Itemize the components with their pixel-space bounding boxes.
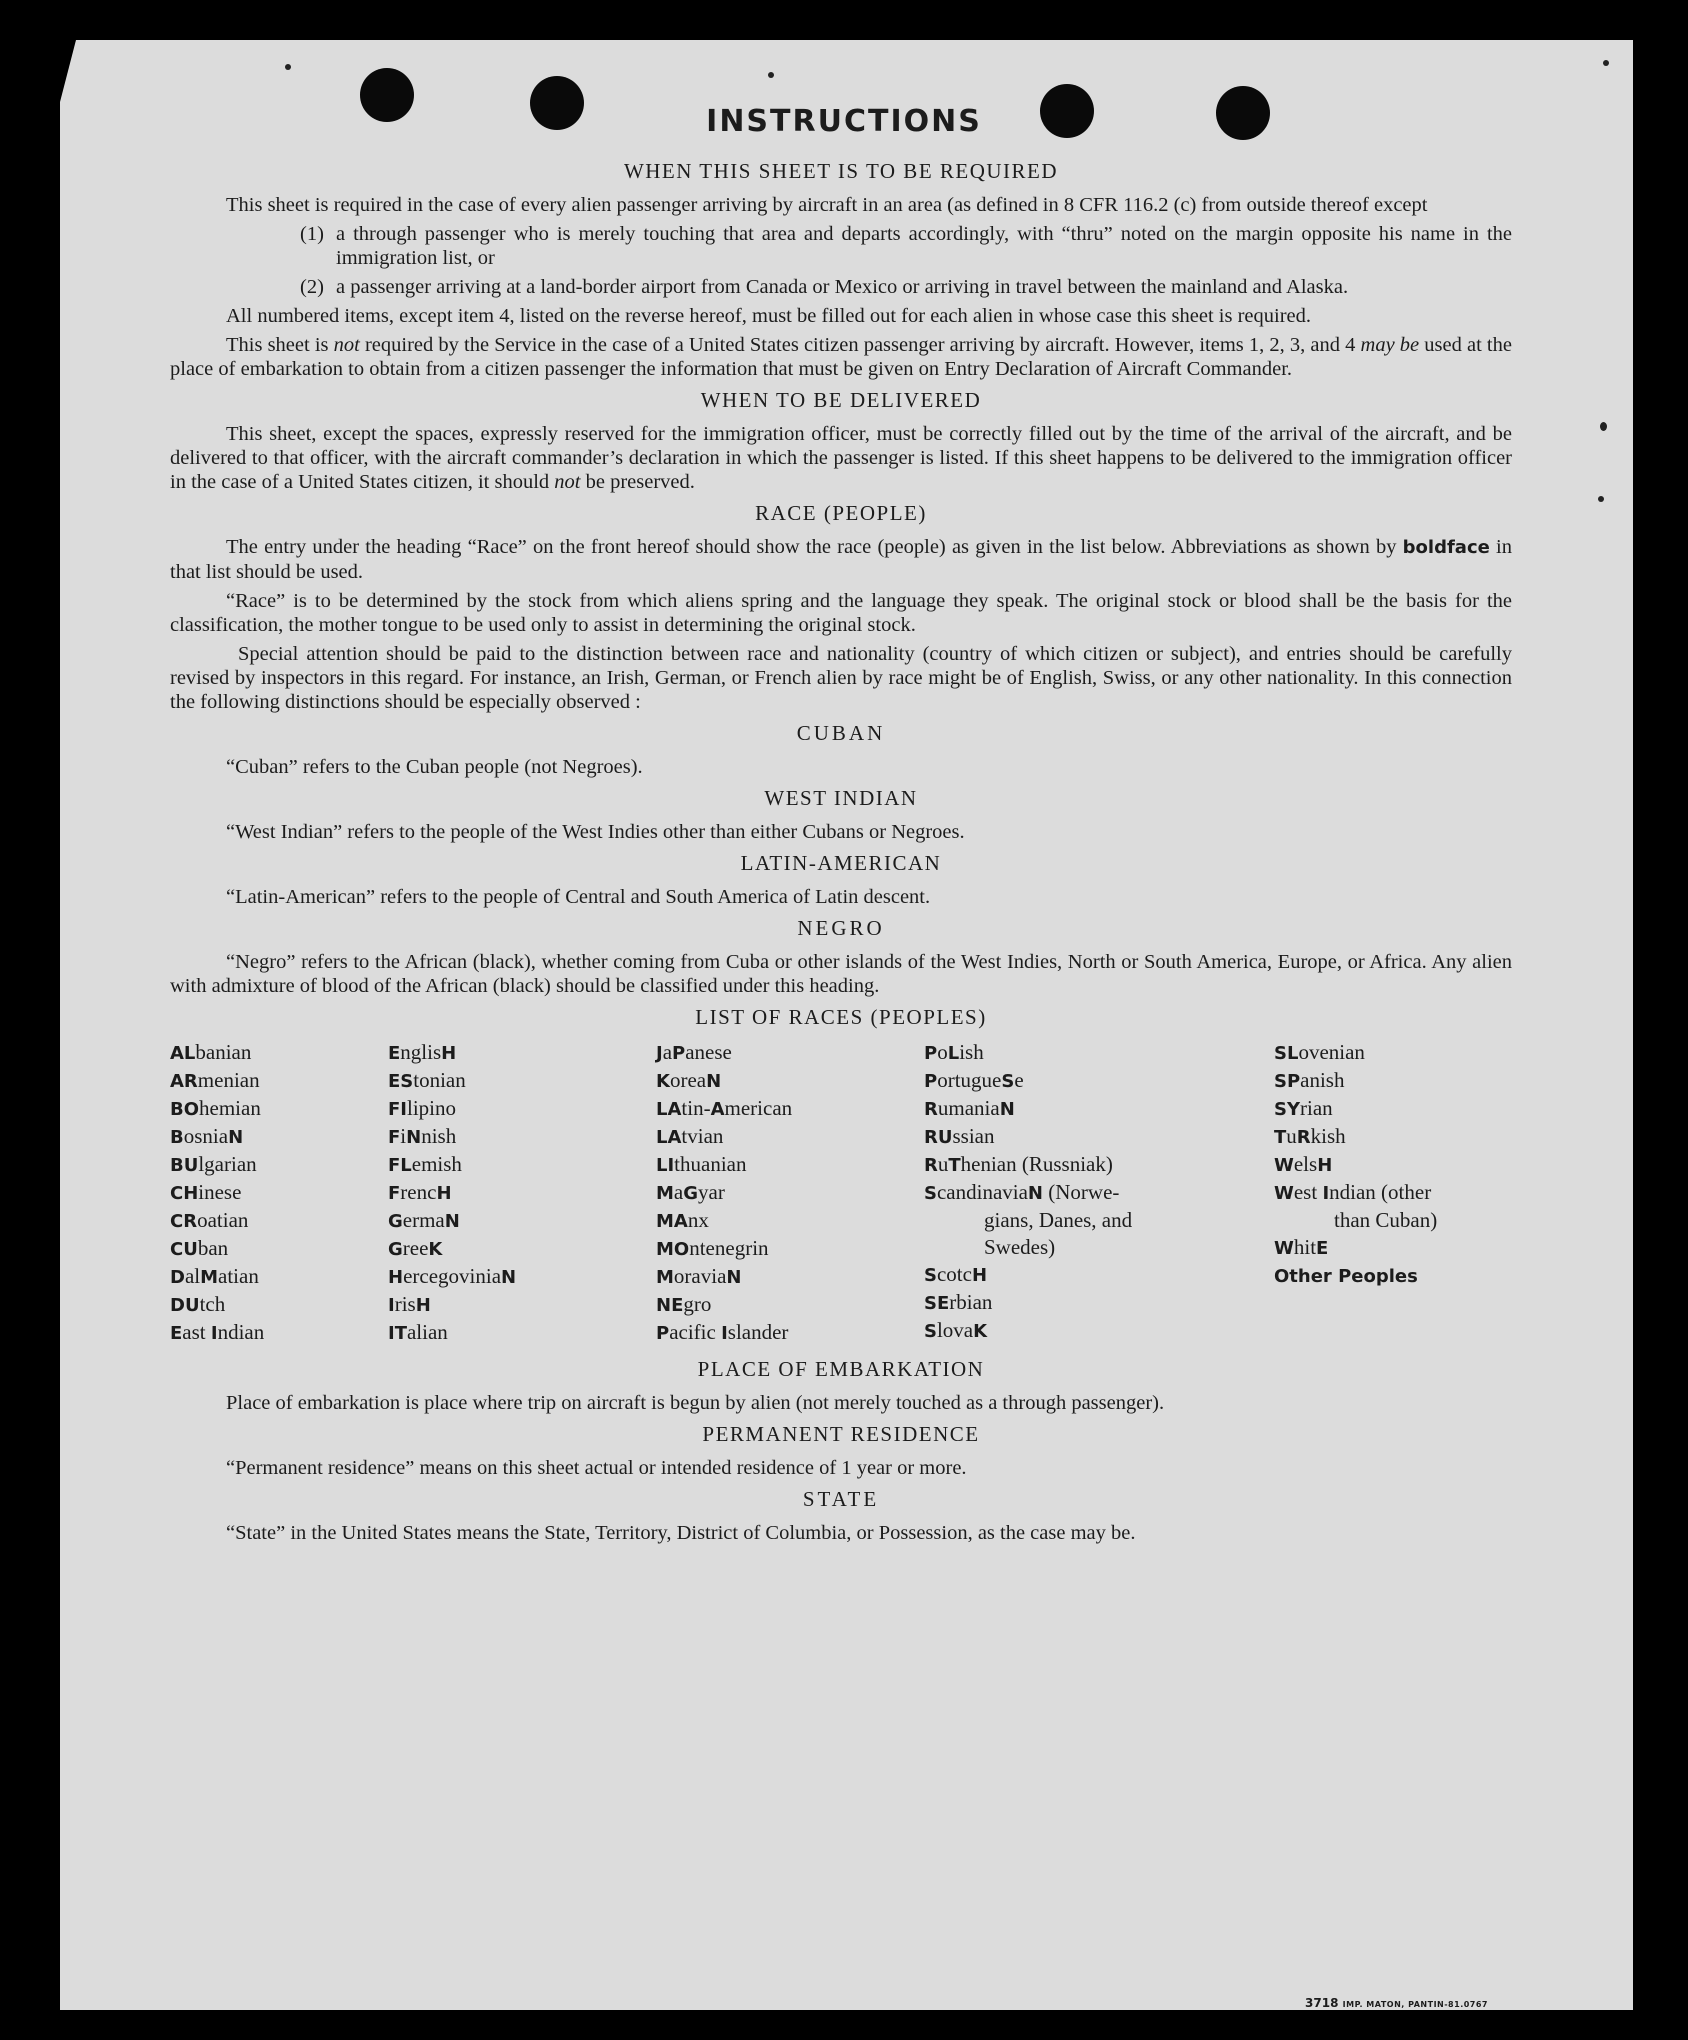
clause-text: a passenger arriving at a land-border airport from Canada or Mexico or arriving in travel between the mainland and Alaska.	[336, 276, 1349, 298]
race-entry	[924, 1067, 1274, 1095]
race-text: ast	[182, 1320, 211, 1344]
race-text: osnia	[183, 1124, 229, 1148]
heading-permanent-residence: PERMANENT RESIDENCE	[702, 1422, 980, 1446]
race-text: lgarian	[198, 1152, 257, 1176]
race-text: ndian	[217, 1320, 265, 1344]
race-text: Swedes)	[984, 1235, 1056, 1259]
race-entry	[924, 1317, 1274, 1345]
race-abbreviation: LI	[656, 1155, 675, 1176]
text-run: be preserved.	[580, 471, 695, 493]
emphasis: may be	[1360, 334, 1420, 356]
race-abbreviation: SP	[1274, 1071, 1301, 1092]
race-abbreviation: S	[924, 1265, 937, 1286]
race-entry	[924, 1039, 1274, 1067]
race-entry	[170, 1291, 388, 1319]
race-text: henian (Russniak)	[960, 1152, 1113, 1176]
race-entry	[924, 1123, 1274, 1151]
speck-mark	[1600, 422, 1607, 431]
race-abbreviation: MA	[656, 1211, 688, 1232]
race-abbreviation: FI	[388, 1099, 407, 1120]
race-text: rbian	[949, 1290, 993, 1314]
race-text: al	[184, 1264, 201, 1288]
race-abbreviation: SE	[924, 1293, 950, 1314]
race-text: tonian	[413, 1068, 466, 1092]
race-entry	[388, 1207, 656, 1235]
race-abbreviation: G	[388, 1211, 403, 1232]
race-text: yar	[698, 1180, 725, 1204]
race-entry	[924, 1289, 1274, 1317]
race-abbreviation: I	[388, 1295, 395, 1316]
race-abbreviation: B	[170, 1127, 184, 1148]
race-text: ntenegrin	[689, 1236, 769, 1260]
races-column	[924, 1039, 1274, 1347]
race-text: rian	[1300, 1096, 1333, 1120]
heading-latin-american: LATIN-AMERICAN	[740, 851, 942, 875]
text-run: required by the Service in the case of a United States citizen passenger arriving by aircraft. However, items 1, 2, 3, and 4	[359, 334, 1361, 356]
race-text: u	[937, 1152, 949, 1176]
race-abbreviation: I	[210, 1323, 218, 1344]
race-entry	[1274, 1039, 1512, 1067]
race-abbreviation: R	[924, 1155, 938, 1176]
speck-mark	[285, 64, 291, 70]
clause-1	[170, 222, 1512, 270]
race-abbreviation: SY	[1274, 1099, 1300, 1120]
race-entry	[656, 1123, 924, 1151]
race-abbreviation: S	[1001, 1071, 1015, 1092]
paragraph: “West Indian” refers to the people of the West Indies other than either Cubans or Negroes.	[226, 821, 965, 843]
race-text: nglis	[400, 1040, 442, 1064]
heading-cuban: CUBAN	[796, 721, 886, 745]
race-entry	[656, 1235, 924, 1263]
race-text: ndian (other	[1329, 1180, 1432, 1204]
race-abbreviation: T	[948, 1155, 961, 1176]
race-abbreviation: N	[726, 1267, 742, 1288]
race-abbreviation: IT	[388, 1323, 407, 1344]
race-entry	[388, 1263, 656, 1291]
race-text: slander	[727, 1320, 789, 1344]
race-abbreviation: AR	[170, 1071, 198, 1092]
race-entry	[1274, 1123, 1512, 1151]
race-entry	[1274, 1207, 1512, 1234]
race-text: ris	[394, 1292, 416, 1316]
race-abbreviation: G	[388, 1239, 403, 1260]
race-entry	[170, 1095, 388, 1123]
speck-mark	[1598, 496, 1604, 502]
race-entry	[924, 1151, 1274, 1179]
race-abbreviation: H	[436, 1183, 452, 1204]
race-text: ree	[402, 1236, 429, 1260]
race-entry	[170, 1067, 388, 1095]
race-abbreviation: DU	[170, 1295, 200, 1316]
race-entry	[388, 1123, 656, 1151]
race-abbreviation: P	[672, 1043, 686, 1064]
race-abbreviation: L	[947, 1043, 960, 1064]
race-abbreviation: I	[1322, 1183, 1330, 1204]
race-entry	[924, 1261, 1274, 1289]
heading-when-delivered: WHEN TO BE DELIVERED	[700, 388, 982, 412]
race-entry	[170, 1151, 388, 1179]
race-abbreviation: P	[924, 1071, 938, 1092]
paragraph: This sheet is required in the case of every alien passenger arriving by aircraft in an area (as defined in 8 CFR 116.2 (c) from outside thereof except	[226, 194, 1428, 216]
races-column	[388, 1039, 656, 1347]
race-entry	[924, 1095, 1274, 1123]
race-abbreviation: NE	[656, 1295, 684, 1316]
race-entry	[388, 1067, 656, 1095]
race-abbreviation: G	[683, 1183, 699, 1204]
races-list	[170, 1039, 1512, 1347]
race-text: tvian	[681, 1124, 724, 1148]
race-text: acific	[669, 1320, 722, 1344]
printer-imprint: IMP. MATON, PANTIN-81.0767	[1342, 2000, 1488, 2009]
instructions-body	[170, 152, 1512, 1550]
paragraph: “Cuban” refers to the Cuban people (not Negroes).	[226, 756, 643, 778]
text-run: in that list should be used.	[170, 536, 1512, 583]
race-entry	[656, 1179, 924, 1207]
heading-embarkation: PLACE OF EMBARKATION	[697, 1357, 985, 1381]
race-abbreviation: M	[656, 1183, 674, 1204]
race-entry	[924, 1207, 1274, 1234]
emphasis: not	[333, 334, 360, 356]
race-text: e	[1014, 1068, 1024, 1092]
race-text: i	[400, 1124, 407, 1148]
race-entry	[170, 1039, 388, 1067]
race-abbreviation: BO	[170, 1099, 200, 1120]
race-text: anese	[685, 1040, 732, 1064]
page-title: INSTRUCTIONS	[706, 104, 982, 139]
race-text: ban	[197, 1236, 229, 1260]
race-abbreviation: T	[1274, 1127, 1287, 1148]
race-text: oravia	[673, 1264, 727, 1288]
paragraph	[170, 422, 1512, 494]
race-abbreviation: N	[444, 1211, 460, 1232]
race-entry	[656, 1039, 924, 1067]
race-abbreviation: CU	[170, 1239, 198, 1260]
race-abbreviation: FL	[388, 1155, 412, 1176]
text-run: This sheet, except the spaces, expressly reserved for the immigration officer, must be correctly filled out by the time of the arrival of the aircraft, and be delivered to that officer, with the aircraft commander’s declaration in which the passenger is listed. If this sheet happens to be delivered to the immigration officer in the case of a United States citizen, it should	[170, 423, 1512, 493]
race-abbreviation: N	[706, 1071, 722, 1092]
race-text: gro	[683, 1292, 712, 1316]
clause-2	[170, 275, 1512, 299]
race-abbreviation: W	[1274, 1238, 1294, 1259]
races-column	[170, 1039, 388, 1347]
race-entry	[170, 1123, 388, 1151]
race-abbreviation: SL	[1274, 1043, 1299, 1064]
race-entry	[656, 1291, 924, 1319]
race-abbreviation: M	[656, 1267, 674, 1288]
race-abbreviation: F	[388, 1183, 401, 1204]
boldface-word: boldface	[1402, 537, 1490, 558]
race-text: ish	[959, 1040, 984, 1064]
race-entry	[388, 1151, 656, 1179]
heading-west-indian: WEST INDIAN	[764, 786, 918, 810]
race-entry	[170, 1319, 388, 1347]
race-abbreviation: S	[924, 1321, 937, 1342]
heading-state: STATE	[802, 1487, 880, 1511]
race-abbreviation: P	[656, 1323, 670, 1344]
race-entry	[388, 1095, 656, 1123]
race-abbreviation: E	[388, 1043, 401, 1064]
race-abbreviation: CR	[170, 1211, 198, 1232]
races-column	[656, 1039, 924, 1347]
race-text: els	[1293, 1152, 1318, 1176]
race-abbreviation: H	[1317, 1155, 1333, 1176]
race-abbreviation: F	[388, 1127, 401, 1148]
race-text: ovenian	[1298, 1040, 1365, 1064]
race-text: gians, Danes, and	[984, 1208, 1133, 1232]
race-abbreviation: H	[971, 1265, 988, 1286]
race-text: (Norwe-	[1043, 1180, 1120, 1204]
race-entry	[1274, 1262, 1512, 1290]
race-text: banian	[195, 1040, 252, 1064]
paragraph	[170, 333, 1512, 381]
race-abbreviation: AL	[170, 1043, 196, 1064]
race-abbreviation: N	[501, 1267, 517, 1288]
race-abbreviation: BU	[170, 1155, 199, 1176]
races-column	[1274, 1039, 1512, 1347]
race-entry	[1274, 1179, 1512, 1207]
text-run: used at the place of embarkation to obtain from a citizen passenger the information that must be given on Entry Declaration of Aircraft Commander.	[170, 334, 1512, 380]
race-text: thuanian	[674, 1152, 747, 1176]
race-entry	[656, 1095, 924, 1123]
race-abbreviation: N	[1027, 1183, 1043, 1204]
race-text: u	[1286, 1124, 1297, 1148]
race-text: ssian	[952, 1124, 995, 1148]
race-entry	[1274, 1067, 1512, 1095]
race-text: emish	[411, 1152, 462, 1176]
race-abbreviation: I	[721, 1323, 728, 1344]
race-text: than Cuban)	[1334, 1208, 1438, 1232]
race-text: nx	[687, 1208, 709, 1232]
race-abbreviation: N	[406, 1127, 422, 1148]
race-text: nish	[421, 1124, 457, 1148]
race-entry	[170, 1207, 388, 1235]
race-abbreviation: LA	[656, 1099, 682, 1120]
race-abbreviation: K	[656, 1071, 670, 1092]
race-text: inese	[198, 1180, 242, 1204]
paragraph: Special attention should be paid to the distinction between race and nationality (country of which citizen or subject), and entries should be carefully revised by inspectors in this regard. For instance, an Irish, German, or French alien by race might be of English, Swiss, or any other nationality. In this connection the following distinctions should be especially observed :	[170, 643, 1512, 713]
clause-number: (2)	[300, 276, 324, 298]
race-text: hemian	[199, 1096, 261, 1120]
text-run: This sheet is	[226, 334, 334, 356]
clause-number: (1)	[300, 223, 324, 245]
race-entry	[388, 1319, 656, 1347]
race-entry	[170, 1235, 388, 1263]
race-text: cotc	[936, 1262, 972, 1286]
race-text: merican	[724, 1096, 793, 1120]
race-abbreviation: N	[228, 1127, 244, 1148]
race-abbreviation: M	[200, 1267, 219, 1288]
race-text: a	[662, 1040, 673, 1064]
form-number: 3718	[1305, 1996, 1339, 2010]
race-text: renc	[400, 1180, 437, 1204]
race-entry	[1274, 1234, 1512, 1262]
speck-mark	[768, 72, 774, 78]
race-text: umania	[937, 1096, 1000, 1120]
race-entry	[656, 1151, 924, 1179]
race-text: hit	[1293, 1235, 1317, 1259]
race-abbreviation: H	[415, 1295, 431, 1316]
race-abbreviation: ES	[388, 1071, 414, 1092]
race-abbreviation: H	[388, 1267, 404, 1288]
race-entry	[656, 1319, 924, 1347]
paragraph: “Race” is to be determined by the stock from which aliens spring and the language they speak. The original stock or blood shall be the basis for the classification, the mother tongue to be used only to assist in determining the original stock.	[170, 590, 1512, 636]
race-abbreviation: R	[924, 1099, 938, 1120]
paragraph: “Permanent residence” means on this sheet actual or intended residence of 1 year or more.	[226, 1457, 967, 1479]
paragraph: “Negro” refers to the African (black), whether coming from Cuba or other islands of the West Indies, North or South America, Europe, or Africa. Any alien with admixture of blood of the African (black) should be classified under this heading.	[170, 951, 1512, 997]
race-text: candinavia	[936, 1180, 1028, 1204]
race-abbreviation: S	[924, 1183, 937, 1204]
heading-when-required: WHEN THIS SHEET IS TO BE REQUIRED	[623, 159, 1059, 183]
race-abbreviation: R	[1296, 1127, 1311, 1148]
race-abbreviation: J	[656, 1043, 663, 1064]
race-text: tch	[199, 1292, 226, 1316]
race-text: anish	[1300, 1068, 1345, 1092]
printer-footer	[1305, 1996, 1488, 2010]
race-abbreviation: K	[428, 1239, 443, 1260]
race-text: ortugue	[937, 1068, 1002, 1092]
race-text: ercegovinia	[403, 1264, 502, 1288]
text-run: The entry under the heading “Race” on the front hereof should show the race (people) as given in the list below. Abbreviations as shown by	[226, 536, 1403, 558]
race-abbreviation: MO	[656, 1239, 690, 1260]
race-abbreviation: Other Peoples	[1274, 1266, 1418, 1287]
emphasis: not	[554, 471, 581, 493]
race-abbreviation: LA	[656, 1127, 682, 1148]
paragraph	[170, 535, 1512, 584]
paragraph: “State” in the United States means the State, Territory, District of Columbia, or Possession, as the case may be.	[226, 1522, 1136, 1544]
race-text: a	[673, 1180, 684, 1204]
race-text: o	[937, 1040, 948, 1064]
race-abbreviation: K	[973, 1321, 988, 1342]
race-abbreviation: P	[924, 1043, 938, 1064]
race-abbreviation: N	[999, 1099, 1015, 1120]
race-entry	[388, 1291, 656, 1319]
race-text: oatian	[197, 1208, 249, 1232]
race-text: atian	[218, 1264, 259, 1288]
race-text: lova	[936, 1318, 974, 1342]
heading-negro: NEGRO	[797, 916, 885, 940]
race-entry	[388, 1039, 656, 1067]
race-text: orea	[669, 1068, 707, 1092]
race-abbreviation: H	[441, 1043, 457, 1064]
race-entry	[924, 1179, 1274, 1207]
race-abbreviation: RU	[924, 1127, 953, 1148]
race-abbreviation: D	[170, 1267, 185, 1288]
paragraph: “Latin-American” refers to the people of Central and South America of Latin descent.	[226, 886, 931, 908]
race-entry	[656, 1207, 924, 1235]
race-abbreviation: W	[1274, 1155, 1294, 1176]
race-entry	[388, 1235, 656, 1263]
race-text: tin-	[681, 1096, 711, 1120]
race-abbreviation: W	[1274, 1183, 1294, 1204]
race-abbreviation: E	[1316, 1238, 1329, 1259]
speck-mark	[1603, 60, 1609, 66]
race-text: lipino	[407, 1096, 457, 1120]
race-entry	[170, 1179, 388, 1207]
race-abbreviation: E	[170, 1323, 183, 1344]
race-text: alian	[406, 1320, 448, 1344]
race-abbreviation: CH	[170, 1183, 199, 1204]
race-entry	[1274, 1151, 1512, 1179]
race-text: est	[1293, 1180, 1323, 1204]
race-entry	[656, 1263, 924, 1291]
race-entry	[1274, 1095, 1512, 1123]
race-entry	[170, 1263, 388, 1291]
paragraph: All numbered items, except item 4, listed on the reverse hereof, must be filled out for each alien in whose case this sheet is required.	[226, 305, 1312, 327]
race-entry	[924, 1234, 1274, 1261]
clause-text: a through passenger who is merely touching that area and departs accordingly, with “thru” noted on the margin opposite his name in the immigration list, or	[336, 223, 1512, 269]
heading-list-of-races: LIST OF RACES (PEOPLES)	[695, 1005, 987, 1029]
race-text: erma	[402, 1208, 445, 1232]
race-entry	[388, 1179, 656, 1207]
race-abbreviation: A	[710, 1099, 725, 1120]
race-text: menian	[197, 1068, 260, 1092]
heading-race: RACE (PEOPLE)	[755, 501, 927, 525]
paragraph: Place of embarkation is place where trip on aircraft is begun by alien (not merely touched as a through passenger).	[226, 1392, 1165, 1414]
race-entry	[656, 1067, 924, 1095]
race-text: kish	[1310, 1124, 1346, 1148]
